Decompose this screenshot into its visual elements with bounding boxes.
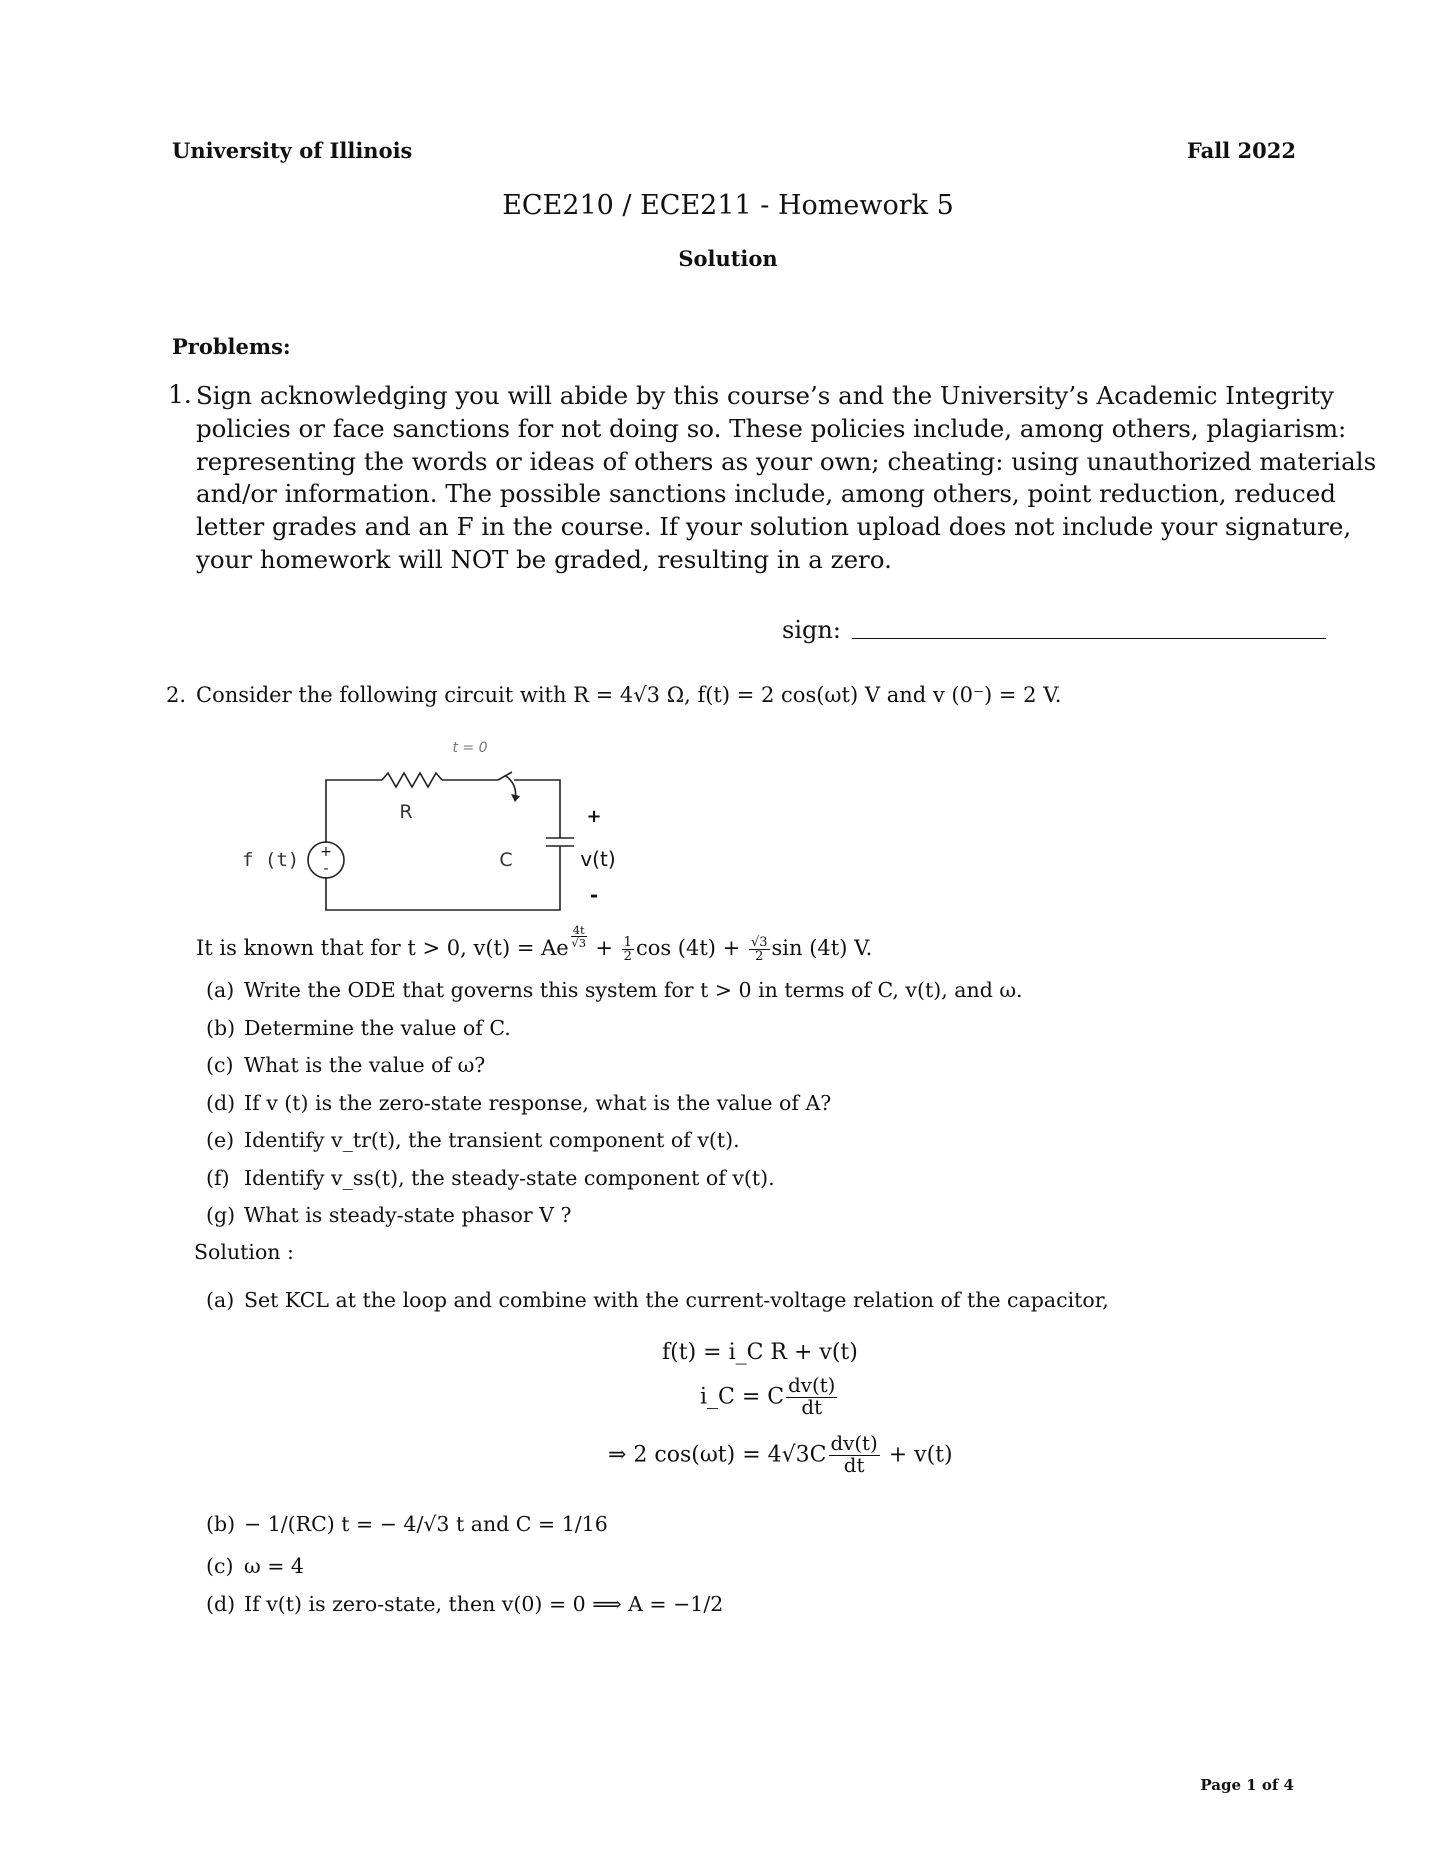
solution-b [206, 1512, 608, 1536]
problem-1-line: and/or information. The possible sanctions include, among others, point reduction, reduced [196, 479, 1336, 509]
problem-1-line: representing the words or ideas of others as your own; cheating: using unauthorized materials [196, 446, 1377, 476]
switch-arrowhead [511, 794, 520, 802]
source-minus: - [323, 861, 329, 877]
solution-a [206, 1288, 1109, 1312]
derivative-numerator: dv(t) [788, 1374, 836, 1397]
voltage-label: v(t) [580, 847, 616, 871]
solution-label: Solution : [194, 1240, 294, 1264]
exponent-numerator: 4t [572, 923, 585, 937]
solution-c-text: ω = 4 [244, 1554, 304, 1578]
known-mid1: + [588, 936, 620, 961]
part-label: (g) [206, 1203, 236, 1227]
solution-a-text: Set KCL at the loop and combine with the current-voltage relation of the capacitor, [244, 1288, 1109, 1312]
equation-ode-left: ⇒ 2 cos(ωt) = 4√3C [608, 1442, 827, 1468]
circuit-diagram [200, 730, 660, 925]
half-denominator: 2 [623, 949, 632, 965]
list-item [206, 1122, 1023, 1160]
problem-1-line: Sign acknowledging you will abide by this course’s and the University’s Academic Integrity [196, 381, 1334, 410]
solution-d [206, 1592, 723, 1616]
part-text: What is the value of ω? [244, 1053, 486, 1077]
problems-heading: Problems: [172, 334, 291, 359]
exponent-fraction [571, 924, 587, 949]
problem-2-number: 2. [166, 683, 187, 707]
derivative-denominator: dt [843, 1453, 865, 1477]
resistor-label: R [399, 801, 413, 823]
part-label: (b) [206, 1015, 236, 1040]
part-label: (a) [206, 978, 235, 1002]
sign-label: sign: [782, 616, 841, 644]
problem-1-line: letter grades and an F in the course. If your solution upload does not include your signature, [196, 512, 1352, 542]
source-plus: + [320, 844, 332, 860]
solution-b-text: − 1/(RC) t = − 4/√3 t and C = 1/16 [244, 1512, 608, 1536]
derivative-fraction [829, 1434, 880, 1477]
known-suffix: sin (4t) V. [771, 936, 873, 961]
part-label: (d) [206, 1090, 236, 1115]
voltage-plus: + [586, 806, 602, 827]
root3-numerator: √3 [750, 934, 768, 950]
signature-line[interactable] [852, 638, 1326, 639]
equation-capacitor-left: i_C = C [700, 1384, 785, 1410]
page-subtitle: Solution [678, 246, 778, 271]
part-text: Determine the value of C. [244, 1015, 511, 1040]
list-item [206, 972, 1023, 1010]
wire-right-top [514, 780, 560, 838]
derivative-numerator: dv(t) [830, 1432, 878, 1455]
parts-list [206, 972, 1023, 1235]
wire-left-top [326, 780, 382, 843]
part-label: (f) [206, 1165, 230, 1190]
problem-1-number: 1. [168, 380, 192, 409]
problem-1-text [196, 380, 1377, 577]
solution-a-label: (a) [206, 1288, 235, 1312]
solution-c [206, 1554, 304, 1578]
source-label: f (t) [242, 849, 300, 871]
solution-b-label: (b) [206, 1512, 236, 1536]
part-label: (e) [206, 1128, 235, 1152]
page-title: ECE210 / ECE211 - Homework 5 [502, 190, 954, 221]
derivative-fraction [786, 1376, 837, 1419]
problem-1-line: policies or face sanctions for not doing so. These policies include, among others, plagiarism: [196, 413, 1347, 443]
resistor-symbol [382, 773, 442, 787]
list-item [206, 1010, 1023, 1048]
page-number: Page 1 of 4 [1200, 1776, 1294, 1794]
problem-1-line: your homework will NOT be graded, resulting in a zero. [196, 544, 892, 574]
part-text: What is steady-state phasor V ? [244, 1203, 572, 1227]
derivative-denominator: dt [801, 1395, 823, 1419]
part-text: Identify v_tr(t), the transient component of v(t). [244, 1128, 740, 1152]
wire-bottom [326, 846, 560, 910]
equation-capacitor [700, 1376, 839, 1419]
problem-2-intro: Consider the following circuit with R = 4√3 Ω, f(t) = 2 cos(ωt) V and v (0⁻) = 2 V. [196, 683, 1062, 707]
solution-d-text: If v(t) is zero-state, then v(0) = 0 ⟹ A = −1/2 [244, 1592, 724, 1616]
known-mid2: cos (4t) + [635, 936, 747, 961]
root3-fraction [749, 936, 770, 964]
list-item [206, 1160, 1023, 1198]
equation-ode-right: + v(t) [888, 1442, 953, 1468]
part-label: (c) [206, 1053, 234, 1077]
switch-label: t = 0 [452, 740, 488, 756]
capacitor-label: C [499, 849, 513, 871]
list-item [206, 1047, 1023, 1085]
known-prefix: It is known that for t > 0, v(t) = Ae [196, 936, 569, 961]
known-response [196, 924, 872, 964]
part-text: Identify v_ss(t), the steady-state component of v(t). [244, 1165, 775, 1190]
list-item [206, 1197, 1023, 1235]
solution-d-label: (d) [206, 1592, 236, 1616]
part-text: Write the ODE that governs this system for t > 0 in terms of C, v(t), and ω. [244, 978, 1023, 1002]
exponent-denominator: √3 [571, 936, 587, 951]
voltage-minus: - [589, 883, 599, 907]
university-name: University of Illinois [172, 138, 413, 163]
part-text: If v (t) is the zero-state response, what is the value of A? [244, 1090, 832, 1115]
root3-denominator: 2 [755, 949, 764, 965]
half-numerator: 1 [623, 934, 632, 950]
term-label: Fall 2022 [1186, 138, 1296, 163]
equation-kvl: f(t) = i_C R + v(t) [662, 1340, 858, 1365]
list-item [206, 1085, 1023, 1123]
equation-ode [608, 1434, 953, 1477]
half-fraction [622, 936, 634, 964]
solution-c-label: (c) [206, 1554, 234, 1578]
